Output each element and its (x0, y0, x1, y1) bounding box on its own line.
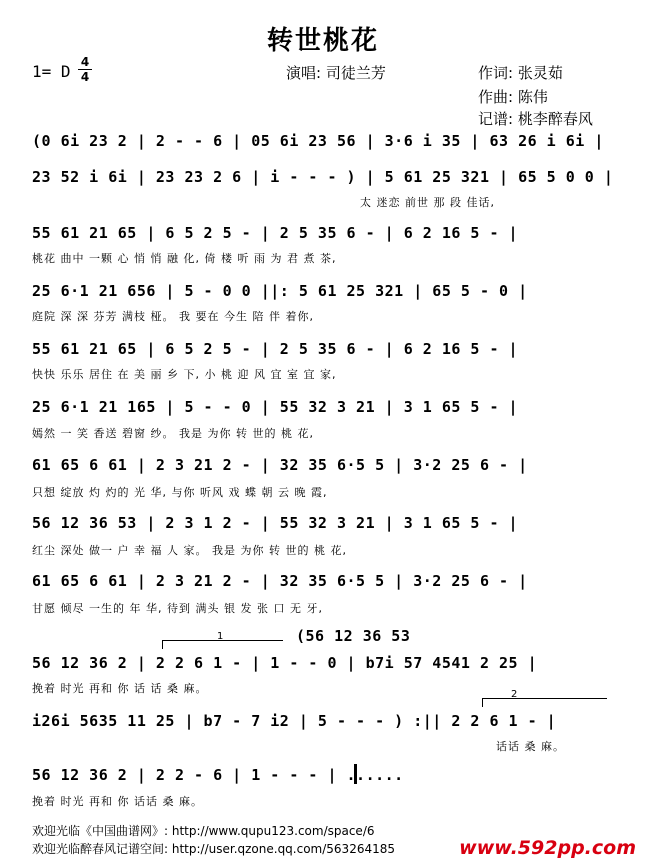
lyric-row-2: 太 迷恋 前世 那 段 佳话, (360, 196, 495, 209)
transcriber-credit: 记谱: 桃李醉春风 (478, 110, 593, 128)
score-row-9: 61 65 6 61 | 2 3 21 2 - | 32 35 6·5 5 | 3·2 25 6 - | (32, 572, 528, 590)
composer-credit: 作曲: 陈伟 (478, 88, 548, 106)
interlude-line: (56 12 36 53 (296, 627, 411, 645)
lyric-row-6: 嫣然 一 笑 香送 碧窗 纱。 我是 为你 转 世的 桃 花, (32, 427, 314, 440)
score-row-8: 56 12 36 53 | 2 3 1 2 - | 55 32 3 21 | 3 1 65 5 - | (32, 514, 519, 532)
singer-credit: 演唱: 司徒兰芳 (286, 64, 386, 82)
lyricist-credit: 作词: 张灵茹 (478, 64, 563, 82)
lyric-row-5: 快快 乐乐 居住 在 美 丽 乡 下, 小 桃 迎 风 宜 室 宜 家, (32, 368, 337, 381)
volta-bracket-2: 2 (482, 698, 607, 707)
lyric-row-12: 挽着 时光 再和 你 话话 桑 麻。 (32, 795, 203, 808)
final-barline (354, 764, 357, 784)
score-row-4: 25 6·1 21 656 | 5 - 0 0 ||: 5 61 25 321 | 65 5 - 0 | (32, 282, 528, 300)
lyric-row-8: 红尘 深处 做一 户 幸 福 人 家。 我是 为你 转 世的 桃 花, (32, 544, 347, 557)
key-signature: 1= D (32, 62, 71, 81)
site-watermark: www.592pp.com (459, 837, 636, 859)
score-row-3: 55 61 21 65 | 6 5 2 5 - | 2 5 35 6 - | 6 2 16 5 - | (32, 224, 519, 242)
lyric-row-3: 桃花 曲中 一颗 心 悄 悄 融 化, 倚 楼 听 雨 为 君 煮 茶, (32, 252, 337, 265)
score-row-5: 55 61 21 65 | 6 5 2 5 - | 2 5 35 6 - | 6 2 16 5 - | (32, 340, 519, 358)
lyric-row-11: 话话 桑 麻。 (496, 740, 565, 753)
lyric-row-4: 庭院 深 深 芬芳 满枝 桠。 我 要在 今生 陪 伴 着你, (32, 310, 314, 323)
meter-bottom: 4 (80, 70, 90, 84)
score-row-2: 23 52 i 6i | 23 23 2 6 | i - - - ) | 5 61 25 321 | 65 5 0 0 | (32, 168, 614, 186)
score-row-7: 61 65 6 61 | 2 3 21 2 - | 32 35 6·5 5 | 3·2 25 6 - | (32, 456, 528, 474)
time-signature (78, 56, 92, 83)
score-row-11: i26i 5635 11 25 | b7 - 7 i2 | 5 - - - ) :|| 2 2 6 1 - | (32, 712, 557, 730)
footer-line-1: 欢迎光临《中国曲谱网》: http://www.qupu123.com/space/6 (32, 824, 375, 838)
footer-line-2: 欢迎光临醉春风记谱空间: http://user.qzone.qq.com/563264185 (32, 842, 396, 856)
score-row-10: 56 12 36 2 | 2 2 6 1 - | 1 - - 0 | b7i 57 4541 2 25 | (32, 654, 538, 672)
score-row-1: (0 6i 23 2 | 2 - - 6 | 05 6i 23 56 | 3·6 i 35 | 63 26 i 6i | (32, 132, 604, 150)
score-row-6: 25 6·1 21 165 | 5 - - 0 | 55 32 3 21 | 3 1 65 5 - | (32, 398, 519, 416)
meter-top: 4 (80, 55, 90, 69)
lyric-row-10: 挽着 时光 再和 你 话 话 桑 麻。 (32, 682, 208, 695)
volta-bracket-1: 1 (162, 640, 283, 649)
score-row-12: 56 12 36 2 | 2 2 - 6 | 1 - - - | ...... (32, 766, 404, 784)
song-title: 转世桃花 (266, 26, 379, 56)
lyric-row-9: 甘愿 倾尽 一生的 年 华, 待到 满头 银 发 张 口 无 牙, (32, 602, 323, 615)
lyric-row-7: 只想 绽放 灼 灼的 光 华, 与你 听风 戏 蝶 朝 云 晚 霞, (32, 486, 328, 499)
